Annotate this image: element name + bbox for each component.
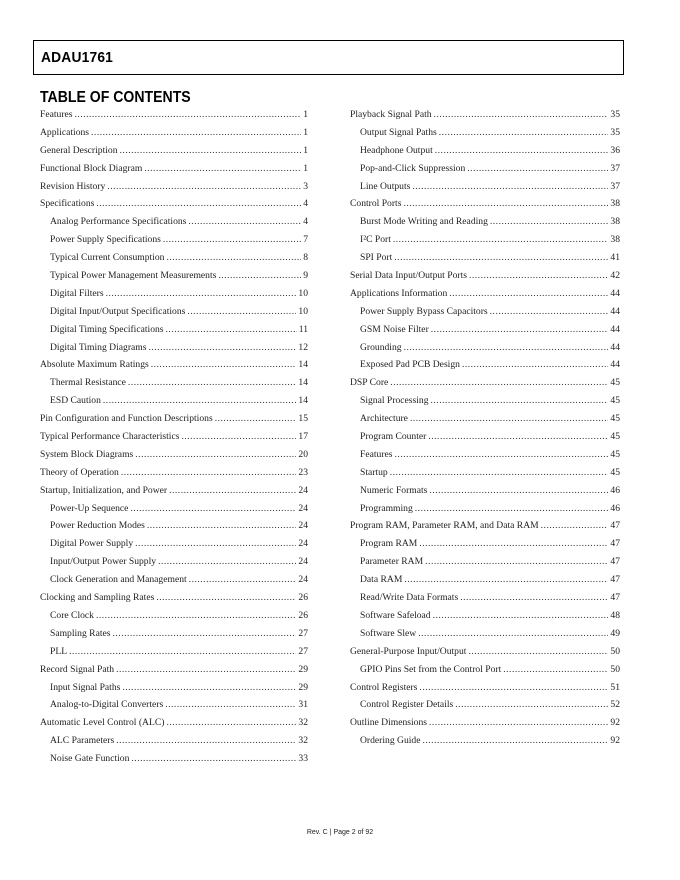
toc-subentry[interactable]	[350, 503, 620, 521]
toc-page-number: 47	[610, 574, 620, 586]
toc-subentry[interactable]	[40, 735, 308, 753]
toc-entry-title: Input Signal Paths	[50, 681, 121, 693]
toc-entry-title: Program Counter	[360, 431, 427, 443]
toc-entry-title: Noise Gate Function	[50, 753, 130, 765]
dot-leader	[107, 181, 301, 192]
toc-subentry[interactable]	[350, 127, 620, 145]
toc-entry-title: Typical Current Consumption	[50, 252, 165, 264]
toc-page-number: 51	[610, 681, 620, 693]
toc-subentry[interactable]	[350, 574, 620, 592]
toc-entry[interactable]	[40, 449, 308, 467]
toc-page-number: 27	[298, 645, 308, 657]
toc-page-number: 42	[610, 270, 620, 282]
toc-entry[interactable]	[40, 109, 308, 127]
toc-entry-title: General Description	[40, 144, 118, 156]
dot-leader	[116, 664, 296, 675]
toc-page-number: 45	[610, 377, 620, 389]
toc-entry-title: Control Registers	[350, 681, 418, 693]
dot-leader	[151, 359, 297, 370]
toc-page-number: 14	[298, 395, 308, 407]
dot-leader	[449, 288, 608, 299]
toc-entry-title: Playback Signal Path	[350, 109, 432, 120]
dot-leader	[116, 735, 296, 746]
toc-entry-title: Theory of Operation	[40, 466, 119, 478]
toc-page-number: 27	[298, 627, 308, 639]
toc-entry[interactable]	[350, 288, 620, 306]
toc-page-number: 24	[298, 556, 308, 568]
dot-leader	[412, 181, 608, 192]
toc-entry-title: Grounding	[360, 341, 402, 353]
toc-entry-title: Outline Dimensions	[350, 717, 428, 729]
toc-entry-title: Ordering Guide	[360, 735, 421, 747]
toc-entry-title: Line Outputs	[360, 180, 411, 192]
toc-page-number: 4	[303, 216, 308, 228]
dot-leader	[455, 699, 608, 710]
dot-leader	[422, 735, 608, 746]
toc-page-number: 46	[610, 502, 620, 514]
dot-leader	[490, 306, 609, 317]
dot-leader	[419, 538, 608, 549]
toc-entry-title: Control Register Details	[360, 699, 454, 711]
dot-leader	[188, 216, 301, 227]
toc-page-number: 26	[298, 609, 308, 621]
toc-page-number: 44	[610, 287, 620, 299]
toc-page-number: 41	[610, 252, 620, 264]
toc-page-number: 38	[610, 216, 620, 228]
toc-subentry[interactable]	[40, 646, 308, 664]
page-footer: Rev. C | Page 2 of 92	[306, 829, 374, 836]
toc-subentry[interactable]	[350, 449, 620, 467]
toc-entry-title: Clock Generation and Management	[50, 574, 187, 586]
toc-entry[interactable]	[40, 431, 308, 449]
toc-page-number: 26	[298, 592, 308, 604]
toc-entry-title: ESD Caution	[50, 395, 101, 407]
toc-entry-title: Program RAM, Parameter RAM, and Data RAM	[350, 520, 539, 532]
toc-subentry[interactable]	[350, 342, 620, 360]
toc-entry-title: Features	[360, 448, 393, 460]
dot-leader	[103, 395, 297, 406]
toc-subentry[interactable]	[40, 216, 308, 234]
toc-entry-title: Software Safeload	[360, 609, 431, 621]
toc-subentry[interactable]	[350, 610, 620, 628]
toc-subentry[interactable]	[350, 699, 620, 717]
toc-entry-title: Data RAM	[360, 574, 403, 586]
toc-subentry[interactable]	[40, 628, 308, 646]
toc-entry-title: Burst Mode Writing and Reading	[360, 216, 488, 228]
dot-leader	[390, 467, 609, 478]
toc-subentry[interactable]	[350, 252, 620, 270]
toc-entry-title: Analog Performance Specifications	[50, 216, 187, 228]
toc-page-number: 45	[610, 413, 620, 425]
toc-entry-title: DSP Core	[350, 377, 389, 389]
dot-leader	[135, 449, 296, 460]
toc-entry[interactable]	[350, 520, 620, 538]
toc-entry-title: Parameter RAM	[360, 556, 424, 568]
toc-entry[interactable]	[40, 467, 308, 485]
toc-subentry[interactable]	[350, 234, 620, 252]
toc-entry-title: Headphone Output	[360, 144, 433, 156]
dot-leader	[404, 342, 609, 353]
dot-leader	[131, 753, 296, 764]
toc-entry-title: Power-Up Sequence	[50, 502, 129, 514]
dot-leader	[147, 520, 297, 531]
dot-leader	[390, 377, 608, 388]
dot-leader	[181, 431, 296, 442]
dot-leader	[156, 592, 296, 603]
toc-subentry[interactable]	[40, 342, 308, 360]
toc-entry-title: Absolute Maximum Ratings	[40, 359, 149, 371]
toc-subentry[interactable]	[350, 181, 620, 199]
dot-leader	[429, 485, 608, 496]
dot-leader	[189, 574, 297, 585]
toc-entry-title: Applications Information	[350, 287, 448, 299]
toc-entry-title: Automatic Level Control (ALC)	[40, 717, 165, 729]
toc-subentry[interactable]	[40, 324, 308, 342]
toc-subentry[interactable]	[40, 610, 308, 628]
toc-subentry[interactable]	[350, 485, 620, 503]
toc-page-number: 20	[298, 448, 308, 460]
toc-entry-title: Numeric Formats	[360, 484, 428, 496]
toc-page-number: 11	[298, 323, 308, 335]
toc-entry-title: Features	[40, 109, 73, 120]
toc-subentry[interactable]	[40, 682, 308, 700]
toc-page-number: 44	[610, 323, 620, 335]
dot-leader	[144, 163, 301, 174]
toc-subentry[interactable]	[350, 664, 620, 682]
toc-page-number: 33	[298, 753, 308, 765]
toc-page-number: 7	[303, 234, 308, 246]
toc-subentry[interactable]	[40, 538, 308, 556]
dot-leader	[96, 198, 301, 209]
dot-leader	[403, 198, 608, 209]
toc-subentry[interactable]	[40, 699, 308, 717]
toc-page-number: 36	[610, 144, 620, 156]
toc-entry[interactable]	[350, 198, 620, 216]
toc-page-number: 92	[610, 717, 620, 729]
dot-leader	[166, 252, 301, 263]
toc-entry-title: Clocking and Sampling Rates	[40, 592, 155, 604]
toc-page-number: 12	[298, 341, 308, 353]
toc-page-number: 32	[298, 717, 308, 729]
dot-leader	[166, 717, 296, 728]
toc-page-number: 15	[298, 413, 308, 425]
toc-page-number: 49	[610, 627, 620, 639]
toc-subentry[interactable]	[40, 556, 308, 574]
dot-leader	[96, 610, 296, 621]
toc-column-left	[40, 109, 308, 771]
toc-entry-title: System Block Diagrams	[40, 448, 134, 460]
dot-leader	[394, 252, 608, 263]
dot-leader	[163, 234, 301, 245]
dot-leader	[69, 646, 296, 657]
toc-page-number: 50	[610, 645, 620, 657]
toc-subentry[interactable]	[350, 538, 620, 556]
dot-leader	[106, 288, 297, 299]
toc-page-number: 47	[610, 538, 620, 550]
dot-leader	[121, 467, 297, 478]
toc-page-number: 45	[610, 466, 620, 478]
toc-page-number: 3	[303, 180, 308, 192]
toc-page-number: 17	[298, 431, 308, 443]
toc-entry-title: Program RAM	[360, 538, 418, 550]
toc-entry-title: Thermal Resistance	[50, 377, 126, 389]
toc-entry-title: Power Supply Bypass Capacitors	[360, 305, 488, 317]
dot-leader	[490, 216, 609, 227]
toc-entry-title: Exposed Pad PCB Design	[360, 359, 460, 371]
toc-page-number: 24	[298, 538, 308, 550]
dot-leader	[428, 431, 608, 442]
toc-entry[interactable]	[350, 682, 620, 700]
dot-leader	[165, 699, 296, 710]
toc-entry[interactable]	[40, 145, 308, 163]
toc-page-number: 29	[298, 681, 308, 693]
dot-leader	[503, 664, 608, 675]
toc-page-number: 24	[298, 502, 308, 514]
toc-page-number: 9	[303, 270, 308, 282]
dot-leader	[469, 270, 608, 281]
toc-page-number: 24	[298, 484, 308, 496]
toc-page-number: 38	[610, 198, 620, 210]
toc-entry[interactable]	[350, 377, 620, 395]
toc-page-number: 44	[610, 341, 620, 353]
dot-leader	[218, 270, 301, 281]
dot-leader	[135, 538, 296, 549]
toc-page-number: 8	[303, 252, 308, 264]
toc-page-number: 32	[298, 735, 308, 747]
toc-page-number: 45	[610, 448, 620, 460]
toc-entry-title: Typical Performance Characteristics	[40, 431, 180, 443]
toc-entry-title: Specifications	[40, 198, 95, 210]
toc-entry-title: Pop-and-Click Suppression	[360, 162, 466, 174]
dot-leader	[113, 628, 297, 639]
toc-page-number: 35	[610, 109, 620, 120]
dot-leader	[467, 163, 608, 174]
toc-entry[interactable]	[40, 127, 308, 145]
dot-leader	[462, 359, 608, 370]
toc-entry-title: Revision History	[40, 180, 106, 192]
toc-entry-title: Core Clock	[50, 609, 94, 621]
toc-entry-title: Digital Timing Diagrams	[50, 341, 147, 353]
toc-entry-title: Analog-to-Digital Converters	[50, 699, 164, 711]
toc-subentry[interactable]	[350, 431, 620, 449]
toc-entry-title: GPIO Pins Set from the Control Port	[360, 663, 502, 675]
toc-entry[interactable]	[40, 359, 308, 377]
toc-entry[interactable]	[40, 413, 308, 431]
toc-entry-title: Programming	[360, 502, 413, 514]
toc-subentry[interactable]	[40, 306, 308, 324]
toc-entry-title: General-Purpose Input/Output	[350, 645, 467, 657]
toc-page-number: 23	[298, 466, 308, 478]
toc-subentry[interactable]	[40, 520, 308, 538]
toc-subentry[interactable]	[40, 270, 308, 288]
toc-page-number: 24	[298, 520, 308, 532]
toc-page-number: 45	[610, 431, 620, 443]
toc-entry-title: Read/Write Data Formats	[360, 592, 459, 604]
dot-leader	[91, 127, 301, 138]
toc-page-number: 45	[610, 395, 620, 407]
dot-leader	[410, 413, 608, 424]
toc-entry-title: Startup, Initialization, and Power	[40, 484, 168, 496]
toc-page-number: 35	[610, 126, 620, 138]
toc-page-number: 29	[298, 663, 308, 675]
toc-subentry[interactable]	[40, 753, 308, 771]
toc-entry-title: Software Slew	[360, 627, 417, 639]
toc-entry-title: Output Signal Paths	[360, 126, 437, 138]
toc-entry-title: Sampling Rates	[50, 627, 111, 639]
toc-page-number: 10	[298, 287, 308, 299]
toc-subentry[interactable]	[350, 306, 620, 324]
dot-leader	[415, 503, 609, 514]
toc-subentry[interactable]	[350, 628, 620, 646]
toc-entry[interactable]	[40, 664, 308, 682]
dot-leader	[128, 377, 296, 388]
dot-leader	[395, 449, 609, 460]
toc-entry[interactable]	[350, 646, 620, 664]
toc-entry-title: Digital Filters	[50, 287, 104, 299]
dot-leader	[425, 556, 608, 567]
toc-entry-title: Input/Output Power Supply	[50, 556, 157, 568]
toc-subentry[interactable]	[40, 574, 308, 592]
toc-page-number: 14	[298, 377, 308, 389]
toc-page-number: 47	[610, 520, 620, 532]
dot-leader	[393, 234, 609, 245]
toc-page-number: 44	[610, 359, 620, 371]
toc-entry[interactable]	[40, 198, 308, 216]
toc-page-number: 48	[610, 609, 620, 621]
dot-leader	[130, 503, 296, 514]
toc-entry-title: Digital Power Supply	[50, 538, 134, 550]
toc-entry-title: Pin Configuration and Function Descriptions	[40, 413, 213, 425]
dot-leader	[434, 109, 609, 120]
dot-leader	[431, 395, 609, 406]
toc-page-number: 10	[298, 305, 308, 317]
toc-page-number: 1	[303, 144, 308, 156]
toc-entry[interactable]	[40, 485, 308, 503]
dot-leader	[215, 413, 297, 424]
toc-page-number: 31	[298, 699, 308, 711]
dot-leader	[431, 324, 609, 335]
toc-page-number: 37	[610, 162, 620, 174]
dot-leader	[419, 682, 608, 693]
toc-page-number: 46	[610, 484, 620, 496]
toc-subentry[interactable]	[40, 252, 308, 270]
toc-subentry[interactable]	[350, 395, 620, 413]
dot-leader	[75, 109, 302, 120]
toc-subentry[interactable]	[350, 324, 620, 342]
toc-page-number: 92	[610, 735, 620, 747]
dot-leader	[404, 574, 608, 585]
toc-page-number: 38	[610, 234, 620, 246]
dot-leader	[541, 520, 609, 531]
toc-subentry[interactable]	[40, 395, 308, 413]
document-header	[33, 40, 624, 75]
toc-page-number: 37	[610, 180, 620, 192]
toc-entry-title: Record Signal Path	[40, 663, 115, 675]
dot-leader	[166, 324, 297, 335]
toc-page-number: 4	[303, 198, 308, 210]
toc-subentry[interactable]	[350, 216, 620, 234]
toc-entry[interactable]	[40, 163, 308, 181]
toc-entry-title: GSM Noise Filter	[360, 323, 429, 335]
toc-subentry[interactable]	[350, 556, 620, 574]
toc-entry-title: Digital Input/Output Specifications	[50, 305, 186, 317]
toc-page-number: 47	[610, 592, 620, 604]
toc-page-number: 50	[610, 663, 620, 675]
toc-subentry[interactable]	[40, 288, 308, 306]
toc-page-number: 52	[610, 699, 620, 711]
toc-heading: TABLE OF CONTENTS	[40, 89, 191, 106]
toc-entry[interactable]	[40, 717, 308, 735]
product-title: ADAU1761	[41, 49, 114, 66]
toc-entry-title: Typical Power Management Measurements	[50, 270, 217, 282]
toc-entry-title: Applications	[40, 126, 90, 138]
toc-entry-title: I²C Port	[360, 234, 391, 246]
dot-leader	[468, 646, 608, 657]
toc-entry[interactable]	[40, 592, 308, 610]
toc-page-number: 14	[298, 359, 308, 371]
toc-entry-title: Power Reduction Modes	[50, 520, 145, 532]
toc-subentry[interactable]	[350, 163, 620, 181]
toc-subentry[interactable]	[40, 234, 308, 252]
toc-entry-title: Digital Timing Specifications	[50, 323, 164, 335]
toc-subentry[interactable]	[350, 735, 620, 753]
dot-leader	[120, 145, 302, 156]
toc-entry-title: SPI Port	[360, 252, 393, 264]
toc-entry[interactable]	[350, 270, 620, 288]
toc-entry-title: Architecture	[360, 413, 408, 425]
toc-subentry[interactable]	[350, 145, 620, 163]
toc-entry-title: Signal Processing	[360, 395, 429, 407]
toc-column-right	[350, 109, 620, 753]
toc-subentry[interactable]	[350, 413, 620, 431]
toc-page-number: 44	[610, 305, 620, 317]
toc-page-number: 1	[303, 109, 308, 120]
toc-entry[interactable]	[40, 181, 308, 199]
toc-entry-title: Serial Data Input/Output Ports	[350, 270, 467, 282]
toc-entry-title: ALC Parameters	[50, 735, 115, 747]
dot-leader	[122, 682, 296, 693]
toc-entry-title: Functional Block Diagram	[40, 162, 143, 174]
toc-page-number: 1	[303, 126, 308, 138]
toc-entry[interactable]	[350, 109, 620, 127]
dot-leader	[169, 485, 296, 496]
dot-leader	[460, 592, 608, 603]
toc-subentry[interactable]	[350, 467, 620, 485]
toc-page-number: 24	[298, 574, 308, 586]
toc-page-number: 47	[610, 556, 620, 568]
toc-subentry[interactable]	[40, 377, 308, 395]
dot-leader	[435, 145, 609, 156]
dot-leader	[187, 306, 296, 317]
dot-leader	[158, 556, 296, 567]
dot-leader	[148, 342, 296, 353]
dot-leader	[429, 717, 608, 728]
toc-entry[interactable]	[350, 717, 620, 735]
toc-entry-title: Control Ports	[350, 198, 402, 210]
toc-entry-title: Startup	[360, 466, 388, 478]
dot-leader	[439, 127, 609, 138]
toc-subentry[interactable]	[350, 592, 620, 610]
toc-subentry[interactable]	[40, 503, 308, 521]
dot-leader	[418, 628, 608, 639]
toc-page-number: 1	[303, 162, 308, 174]
dot-leader	[433, 610, 609, 621]
toc-subentry[interactable]	[350, 359, 620, 377]
toc-entry-title: PLL	[50, 645, 68, 657]
toc-entry-title: Power Supply Specifications	[50, 234, 161, 246]
